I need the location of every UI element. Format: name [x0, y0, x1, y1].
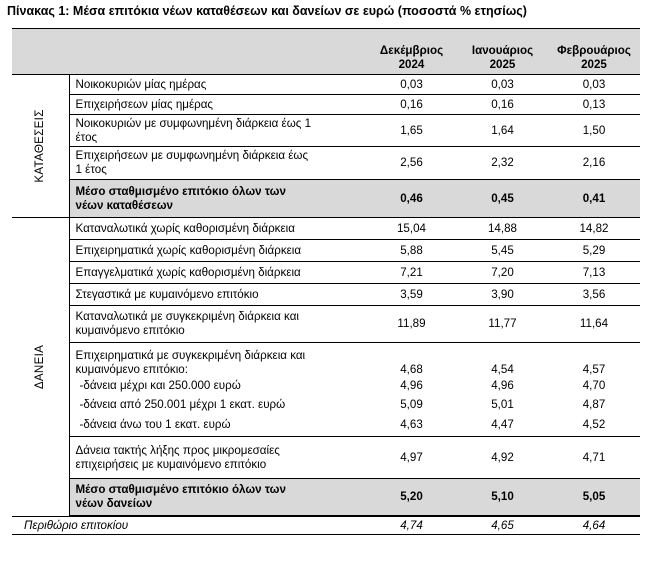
cell-value: 7,20: [457, 262, 548, 284]
row-label: Νοικοκυριών με συμφωνημένη διάρκεια έως 1 έτος: [69, 115, 366, 147]
table-row: [12, 306, 640, 343]
cell-value: 5,09: [400, 398, 423, 411]
row-label: Επιχειρηματικά με συγκεκριμένη διάρκεια και κυμαινόμενο επιτόκιο:: [75, 348, 306, 376]
cell-value: 4,57: [582, 362, 606, 376]
table-row: [12, 115, 640, 147]
cell-value: 0,41: [548, 180, 640, 218]
cell-value: 5,05: [548, 479, 640, 516]
cell-value: 0,16: [366, 95, 457, 115]
margin-row: [12, 517, 640, 535]
cell-value: 2,16: [548, 147, 640, 180]
row-label: Επιχειρηματικά χωρίς καθορισμένη διάρκεια: [69, 240, 366, 262]
cell-value: 4,87: [582, 398, 606, 411]
cell-value: 0,16: [457, 95, 548, 115]
col-header-year: 2025: [581, 58, 607, 71]
row-label: -δάνεια μέχρι και 250.000 ευρώ: [79, 379, 241, 392]
cell-value: 4,68: [400, 362, 423, 376]
col-header-month: Δεκέμβριος: [379, 44, 444, 57]
row-label: Μέσο σταθμισμένο επιτόκιο όλων των νέων δανείων: [69, 479, 366, 516]
cell-value: 5,29: [548, 240, 640, 262]
cell-value: 0,46: [366, 180, 457, 218]
col-header-jan-2025: [457, 29, 548, 75]
cell-value: 4,63: [366, 415, 457, 437]
col-header-year: 2024: [398, 58, 425, 71]
cell-value: 4,65: [457, 517, 548, 535]
deposits-category-cell: [12, 75, 69, 218]
row-label: Νοικοκυριών μίας ημέρας: [69, 75, 366, 95]
table-row: [12, 284, 640, 306]
cell-value: 4,92: [457, 437, 548, 479]
cell-value: 4,96: [491, 379, 514, 392]
row-label: Στεγαστικά με κυμαινόμενο επιτόκιο: [69, 284, 366, 306]
cell-value: 11,77: [457, 306, 548, 343]
cell-value: 4,64: [548, 517, 640, 535]
row-label: Επιχειρήσεων με συμφωνημένη διάρκεια έως 1 έτος: [69, 147, 366, 180]
col-header-month: Ιανουάριος: [471, 44, 534, 57]
row-label: Επιχειρήσεων μίας ημέρας: [69, 95, 366, 115]
cell-value: 3,56: [548, 284, 640, 306]
cell-value: 1,64: [457, 115, 548, 147]
cell-value: 4,54: [491, 362, 514, 376]
cell-value: 0,45: [457, 180, 548, 218]
cell-value: 5,01: [491, 398, 514, 411]
cell-value: 4,70: [582, 379, 606, 392]
table-title: Πίνακας 1: Μέσα επιτόκια νέων καταθέσεων και δανείων σε ευρώ (ποσοστά % ετησίως): [7, 4, 527, 18]
cell-value: 5,45: [457, 240, 548, 262]
row-label: Καταναλωτικά χωρίς καθορισμένη διάρκεια: [69, 218, 366, 240]
table-row: [12, 147, 640, 180]
cell-value: 4,71: [548, 437, 640, 479]
col-header-feb-2025: [548, 29, 640, 75]
cell-value: 4,97: [366, 437, 457, 479]
header-row: [12, 29, 640, 75]
cell-value: 3,59: [366, 284, 457, 306]
row-label: Καταναλωτικά με συγκεκριμένη διάρκεια και κυμαινόμενο επιτόκιο: [69, 306, 366, 343]
header-blank: [12, 29, 366, 75]
table-row: [12, 95, 640, 115]
cell-value: 4,52: [548, 415, 640, 437]
table-row: [12, 262, 640, 284]
sub-row: [12, 396, 640, 415]
table-row: [12, 75, 640, 95]
cell-value: 5,20: [366, 479, 457, 516]
cell-value: 11,89: [366, 306, 457, 343]
table-row: [12, 218, 640, 240]
row-label: -δάνεια από 250.001 μέχρι 1 εκατ. ευρώ: [79, 398, 286, 411]
cell-value: 1,65: [366, 115, 457, 147]
col-header-month: Φεβρουάριος: [557, 44, 631, 57]
cell-value: 3,90: [457, 284, 548, 306]
sub-row: [12, 377, 640, 396]
cell-value: 0,03: [548, 75, 640, 95]
cell-value: 7,21: [366, 262, 457, 284]
col-header-year: 2025: [489, 58, 516, 71]
cell-value: 11,64: [548, 306, 640, 343]
cell-value: 5,88: [366, 240, 457, 262]
interest-rates-table: [12, 28, 640, 535]
loans-category-cell: [12, 218, 69, 517]
cell-value: 14,88: [457, 218, 548, 240]
cell-value: 4,96: [400, 379, 423, 392]
cell-value: 0,13: [548, 95, 640, 115]
margin-label: Περιθώριο επιτοκίου: [12, 517, 366, 535]
loans-total-row: [12, 479, 640, 516]
cell-value: 4,74: [366, 517, 457, 535]
cell-value: 5,10: [457, 479, 548, 516]
cell-value: 2,56: [366, 147, 457, 180]
deposits-total-row: [12, 180, 640, 218]
cell-value: 7,13: [548, 262, 640, 284]
cell-value: 2,32: [457, 147, 548, 180]
cell-value: 14,82: [548, 218, 640, 240]
deposits-category-label: ΚΑΤΑΘΕΣΕΙΣ: [33, 109, 47, 183]
cell-value: 15,04: [366, 218, 457, 240]
row-label: Επαγγελματικά χωρίς καθορισμένη διάρκεια: [69, 262, 366, 284]
business-group-row: [12, 343, 640, 377]
row-label: Δάνεια τακτής λήξης προς μικρομεσαίες επιχειρήσεις με κυμαινόμενο επιτόκιο: [69, 437, 366, 479]
cell-value: 4,47: [457, 415, 548, 437]
sme-row: [12, 437, 640, 479]
row-label: -δάνεια άνω του 1 εκατ. ευρώ: [69, 415, 366, 437]
loans-category-label: ΔΑΝΕΙΑ: [33, 344, 47, 390]
cell-value: 1,50: [548, 115, 640, 147]
cell-value: 0,03: [457, 75, 548, 95]
table-row: [12, 240, 640, 262]
cell-value: 0,03: [366, 75, 457, 95]
col-header-dec-2024: [366, 29, 457, 75]
sub-row: [12, 415, 640, 437]
row-label: Μέσο σταθμισμένο επιτόκιο όλων των νέων καταθέσεων: [69, 180, 366, 218]
